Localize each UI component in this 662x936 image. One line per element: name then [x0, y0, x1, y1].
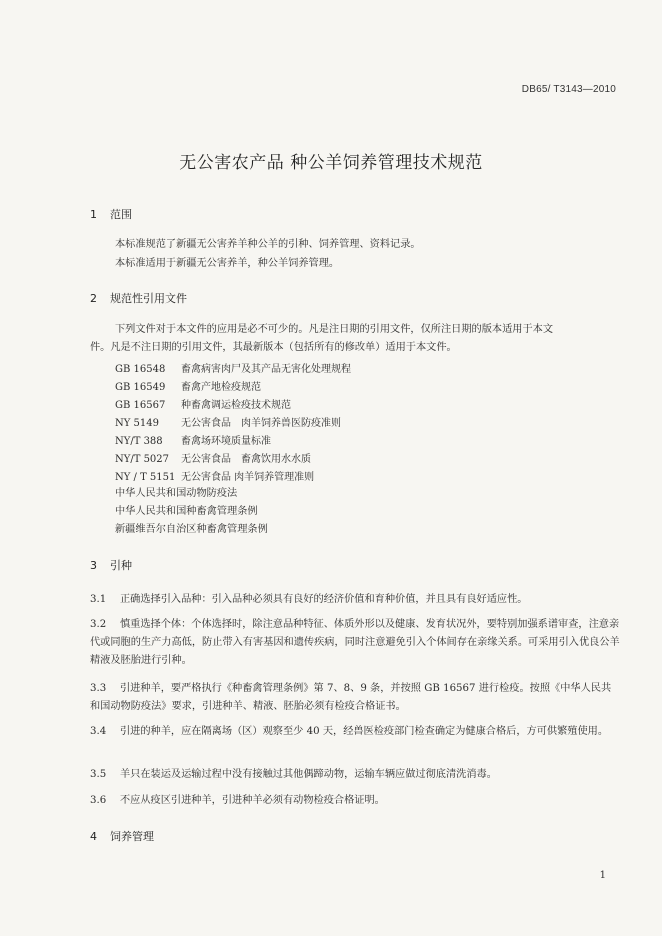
section-title: 规范性引用文件: [110, 292, 187, 305]
section-title: 范围: [110, 208, 132, 221]
section-number: 3: [90, 559, 97, 572]
clause-number: 3.1: [90, 594, 107, 605]
clause-3-2: [90, 616, 620, 670]
clause-text: 羊只在装运及运输过程中没有接触过其他偶蹄动物，运输车辆应做过彻底清洗消毒。: [120, 769, 497, 780]
clause-3-6: [90, 792, 620, 810]
clause-text: 引进种羊，要严格执行《种畜禽管理条例》第 7、8、9 条，并按照 GB 16567 进行检疫。按照《中华人民共和国动物防疫法》要求，引进种羊、精液、胚胎必须有检疫合格证书。: [90, 683, 612, 712]
section-title: 引种: [110, 559, 132, 572]
clause-number: 3.6: [90, 795, 107, 806]
reference-item: [115, 432, 271, 447]
reference-name: 无公害食品 畜禽饮用水水质: [181, 454, 311, 465]
clause-number: 3.2: [90, 619, 107, 630]
reference-item: [115, 378, 261, 393]
reference-item: [115, 450, 311, 465]
paragraph: 本标准适用于新疆无公害养羊，种公羊饲养管理。: [115, 258, 340, 269]
reference-item: [115, 396, 291, 411]
clause-text: 引进的种羊，应在隔离场（区）观察至少 40 天，经兽医检疫部门检查确定为健康合格后，方可供繁殖使用。: [120, 726, 609, 737]
clause-number: 3.3: [90, 683, 107, 694]
clause-3-1: [90, 591, 620, 609]
section-3-heading: [90, 557, 132, 573]
reference-code: GB 16567: [115, 400, 166, 411]
paragraph: 件。凡是不注日期的引用文件，其最新版本（包括所有的修改单）适用于本文件。: [90, 342, 457, 353]
law-item: 新疆维吾尔自治区种畜禽管理条例: [115, 524, 268, 535]
reference-name: 种畜禽调运检疫技术规范: [181, 400, 291, 411]
reference-code: NY/T 388: [115, 436, 163, 447]
reference-code: NY/T 5027: [115, 454, 170, 465]
section-number: 2: [90, 292, 97, 305]
page-number: 1: [599, 870, 606, 881]
clause-number: 3.5: [90, 769, 107, 780]
document-title: 无公害农产品 种公羊饲养管理技术规范: [179, 153, 483, 173]
reference-item: [115, 414, 341, 429]
section-number: 1: [90, 208, 97, 221]
law-item: 中华人民共和国动物防疫法: [115, 488, 238, 499]
section-4-heading: [90, 828, 154, 844]
section-1-heading: [90, 206, 132, 222]
reference-name: 畜禽产地检疫规范: [181, 382, 261, 393]
reference-code: NY / T 5151: [115, 472, 176, 483]
clause-text: 不应从疫区引进种羊，引进种羊必须有动物检疫合格证明。: [120, 795, 385, 806]
law-item: 中华人民共和国种畜禽管理条例: [115, 506, 258, 517]
reference-code: GB 16548: [115, 364, 166, 375]
section-title: 饲养管理: [110, 830, 154, 843]
paragraph: 下列文件对于本文件的应用是必不可少的。凡是注日期的引用文件，仅所注日期的版本适用于本文: [115, 324, 554, 335]
reference-name: 畜禽场环境质量标准: [181, 436, 271, 447]
clause-3-5: [90, 766, 620, 784]
reference-name: 无公害食品 肉羊饲养管理准则: [181, 472, 315, 483]
reference-code: GB 16549: [115, 382, 166, 393]
reference-item: [115, 468, 314, 483]
reference-code: NY 5149: [115, 418, 159, 429]
document-code: DB65/ T3143—2010: [521, 84, 616, 95]
clause-3-3: [90, 680, 620, 716]
reference-item: [115, 360, 351, 375]
clause-text: 慎重选择个体：个体选择时，除注意品种特征、体质外形以及健康、发育状况外，要特别加强系谱审查，注意亲代或同胞的生产力高低，防止带入有害基因和遗传疾病，同时注意避免引入个体间存在亲缘关系。可采用引入优良公羊精液及胚胎进行引种。: [90, 619, 620, 666]
section-number: 4: [90, 830, 97, 843]
clause-text: 正确选择引入品种：引入品种必须具有良好的经济价值和育种价值，并且具有良好适应性。: [120, 594, 528, 605]
reference-name: 畜禽病害肉尸及其产品无害化处理规程: [181, 364, 351, 375]
section-2-heading: [90, 290, 187, 306]
paragraph: 本标准规范了新疆无公害养羊种公羊的引种、饲养管理、资料记录。: [115, 239, 421, 250]
clause-3-4: [90, 723, 620, 741]
reference-name: 无公害食品 肉羊饲养兽医防疫准则: [181, 418, 341, 429]
clause-number: 3.4: [90, 726, 107, 737]
